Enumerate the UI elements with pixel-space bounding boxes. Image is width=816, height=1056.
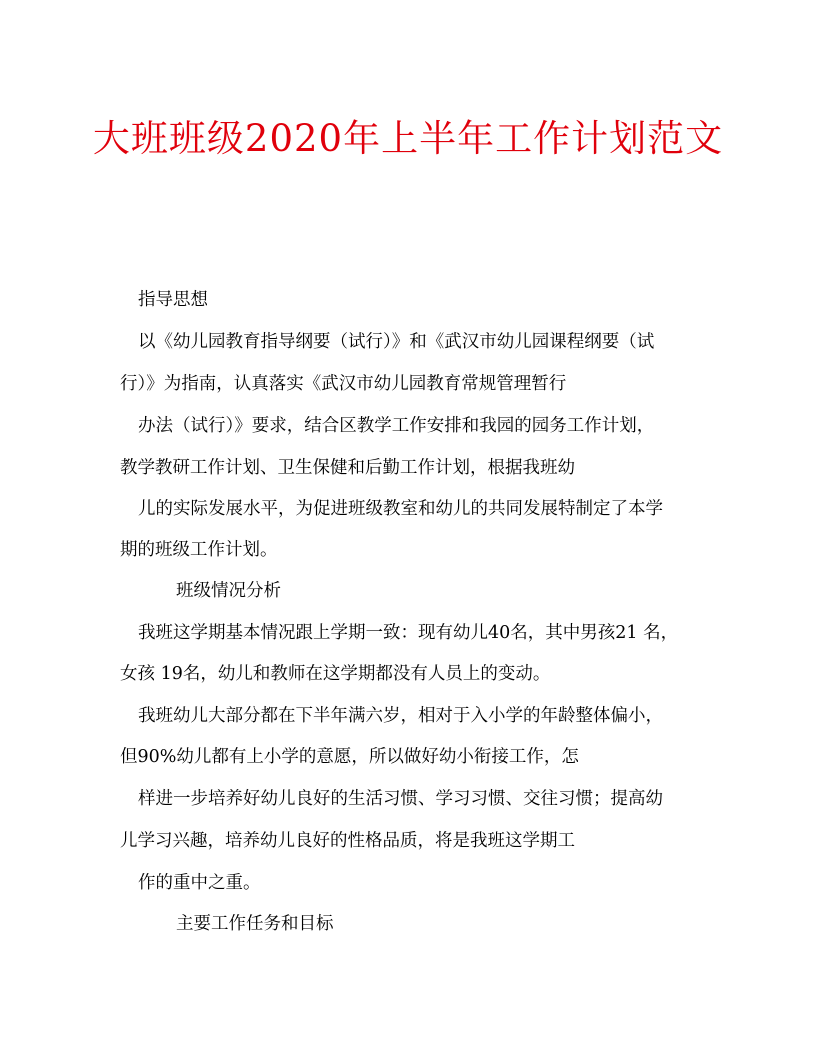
paragraph-line: 但90%幼儿都有上小学的意愿，所以做好幼小衔接工作，怎 [120, 747, 579, 767]
section-heading-class-analysis: 班级情况分析 [176, 581, 281, 601]
paragraph-line: 我班幼儿大部分都在下半年满六岁，相对于入小学的年龄整体偏小， [138, 706, 663, 726]
paragraph-line: 作的重中之重。 [138, 873, 261, 893]
section-heading-guiding-ideology: 指导思想 [138, 290, 208, 310]
paragraph-line: 我班这学期基本情况跟上学期一致：现有幼儿40名，其中男孩21 名， [138, 623, 679, 643]
paragraph-line: 儿学习兴趣，培养幼儿良好的性格品质，将是我班这学期工 [120, 831, 575, 851]
paragraph-line: 以《幼儿园教育指导纲要（试行）》和《武汉市幼儿园课程纲要（试 [138, 332, 655, 352]
paragraph-line: 教学教研工作计划、卫生保健和后勤工作计划，根据我班幼 [120, 458, 575, 478]
document-title: 大班班级2020年上半年工作计划范文 [92, 117, 724, 160]
section-heading-main-tasks: 主要工作任务和目标 [176, 914, 334, 934]
paragraph-line: 行）》为指南，认真落实《武汉市幼儿园教育常规管理暂行 [120, 374, 567, 394]
paragraph-line: 儿的实际发展水平，为促进班级教室和幼儿的共同发展特制定了本学 [138, 499, 663, 519]
paragraph-line: 办法（试行）》要求，结合区教学工作安排和我园的园务工作计划， [138, 416, 655, 436]
paragraph-line: 女孩 19名，幼儿和教师在这学期都没有人员上的变动。 [120, 664, 551, 684]
paragraph-line: 期的班级工作计划。 [120, 540, 278, 560]
paragraph-line: 样进一步培养好幼儿良好的生活习惯、学习习惯、交往习惯；提高幼 [138, 789, 663, 809]
